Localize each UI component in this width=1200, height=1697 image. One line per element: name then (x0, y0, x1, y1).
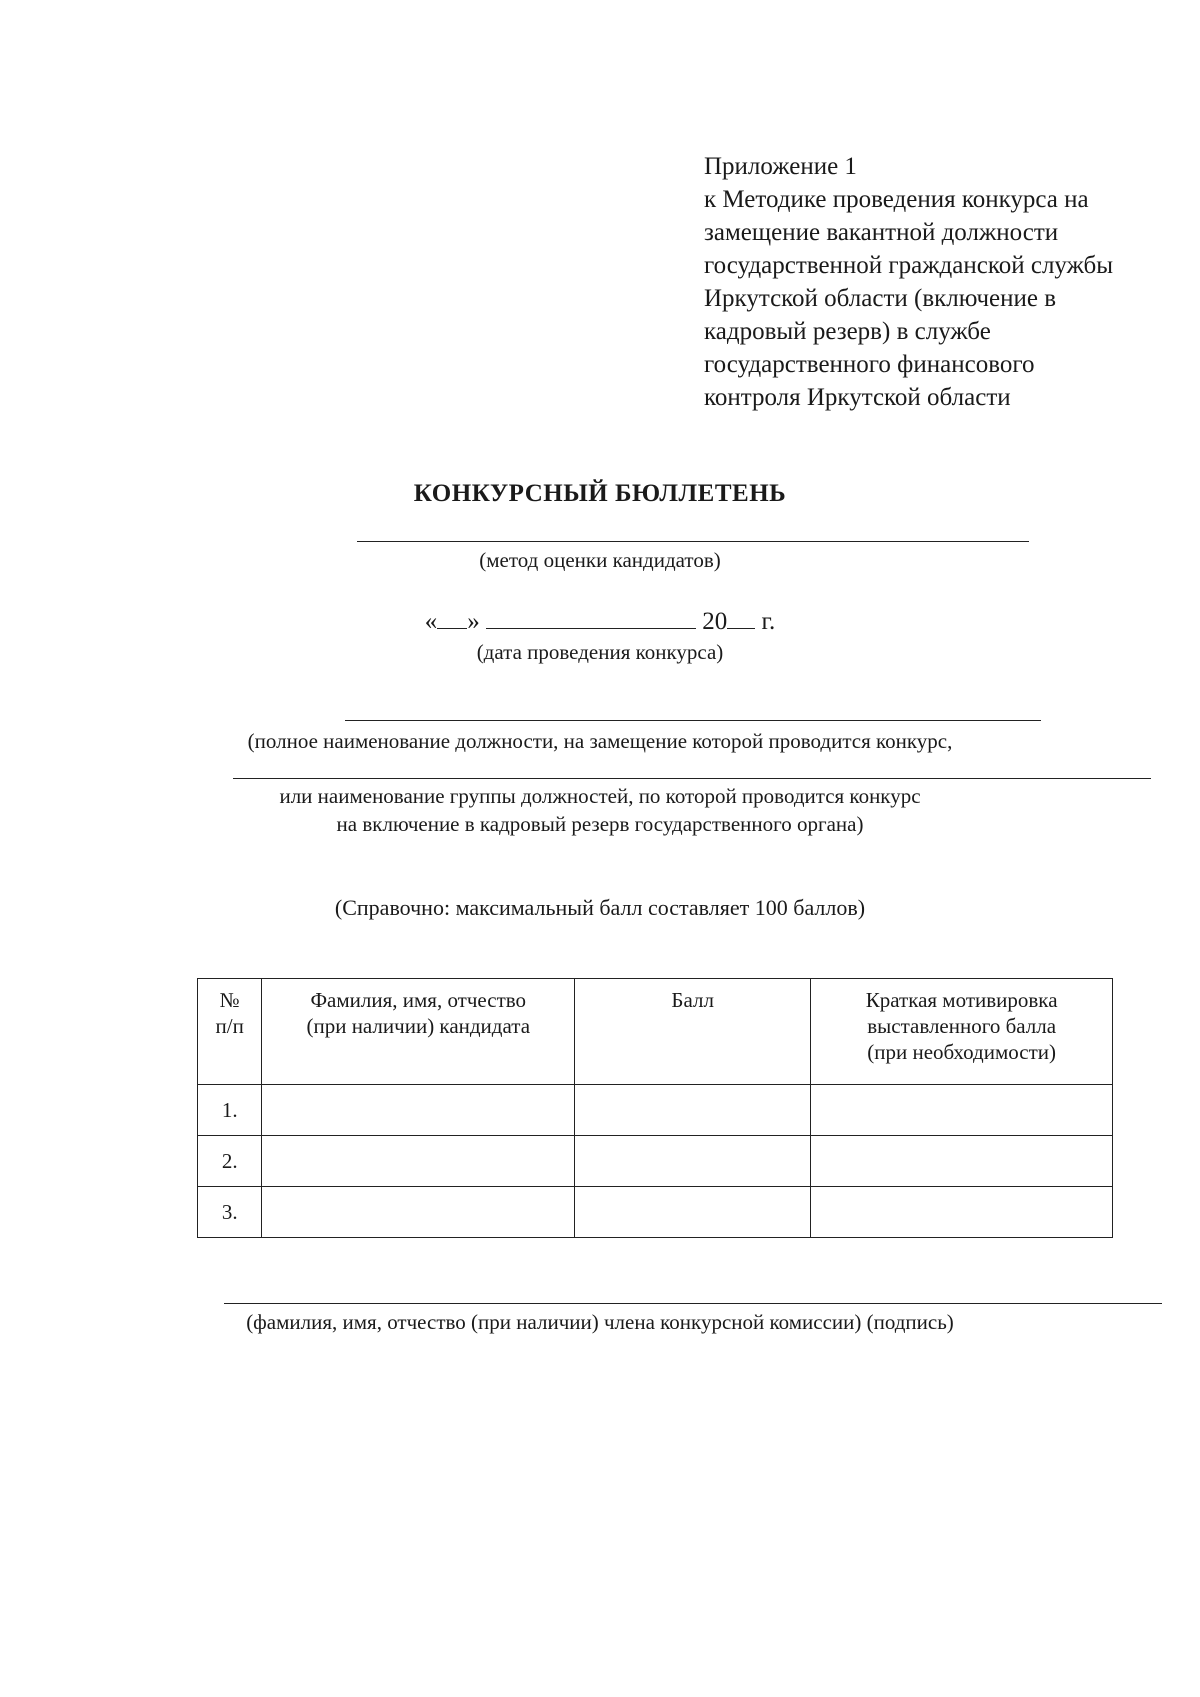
header-reason: Краткая мотивировка выставленного балла (при необходимости) (811, 979, 1113, 1085)
reason-cell[interactable] (811, 1085, 1113, 1136)
name-cell[interactable] (262, 1136, 575, 1187)
signature-blank-line[interactable] (224, 1303, 1162, 1304)
year-suffix: г. (761, 608, 776, 635)
date-open-quote: « (424, 608, 438, 635)
method-caption: (метод оценки кандидатов) (479, 548, 721, 572)
date-field (0, 608, 1200, 636)
appendix-header (704, 150, 1184, 414)
ballot-table (197, 978, 1113, 1238)
row-num: 2. (198, 1136, 262, 1187)
header-score: Балл (575, 979, 811, 1085)
header-num: № п/п (198, 979, 262, 1085)
position-blank-line-2[interactable] (233, 778, 1151, 779)
position-caption-line1: (полное наименование должности, на замещение которой проводится конкурс, (247, 729, 953, 753)
position-caption-line2: или наименование группы должностей, по которой проводится конкурс (279, 784, 921, 808)
table-row (198, 1085, 1113, 1136)
name-cell[interactable] (262, 1187, 575, 1238)
day-blank[interactable] (437, 608, 467, 629)
position-caption-line3: на включение в кадровый резерв государственного органа) (336, 812, 864, 836)
appendix-line: Иркутской области (включение в (704, 285, 1057, 312)
appendix-line: государственной гражданской службы (704, 252, 1114, 279)
date-close-quote: » (467, 608, 480, 635)
score-cell[interactable] (575, 1136, 811, 1187)
date-caption: (дата проведения конкурса) (476, 640, 724, 664)
max-score-reference: (Справочно: максимальный балл составляет 100 баллов) (334, 895, 866, 920)
name-cell[interactable] (262, 1085, 575, 1136)
appendix-line: кадровый резерв) в службе (704, 318, 991, 345)
signature-caption: (фамилия, имя, отчество (при наличии) члена конкурсной комиссии) (подпись) (246, 1310, 954, 1334)
appendix-line: Приложение 1 (704, 153, 857, 180)
method-blank-line[interactable] (357, 541, 1029, 542)
position-blank-line-1[interactable] (345, 720, 1041, 721)
month-blank[interactable] (486, 608, 696, 629)
year-prefix: 20 (702, 608, 728, 635)
document-title: КОНКУРСНЫЙ БЮЛЛЕТЕНЬ (413, 480, 787, 507)
table-row (198, 1136, 1113, 1187)
reason-cell[interactable] (811, 1187, 1113, 1238)
reason-cell[interactable] (811, 1136, 1113, 1187)
score-cell[interactable] (575, 1085, 811, 1136)
appendix-line: контроля Иркутской области (704, 384, 1011, 411)
year-blank[interactable] (727, 608, 755, 629)
appendix-line: государственного финансового (704, 351, 1035, 378)
row-num: 3. (198, 1187, 262, 1238)
row-num: 1. (198, 1085, 262, 1136)
appendix-line: к Методике проведения конкурса на (704, 186, 1089, 213)
table-row (198, 1187, 1113, 1238)
header-name: Фамилия, имя, отчество (при наличии) кандидата (262, 979, 575, 1085)
appendix-line: замещение вакантной должности (704, 219, 1059, 246)
score-cell[interactable] (575, 1187, 811, 1238)
table-header-row (198, 979, 1113, 1085)
